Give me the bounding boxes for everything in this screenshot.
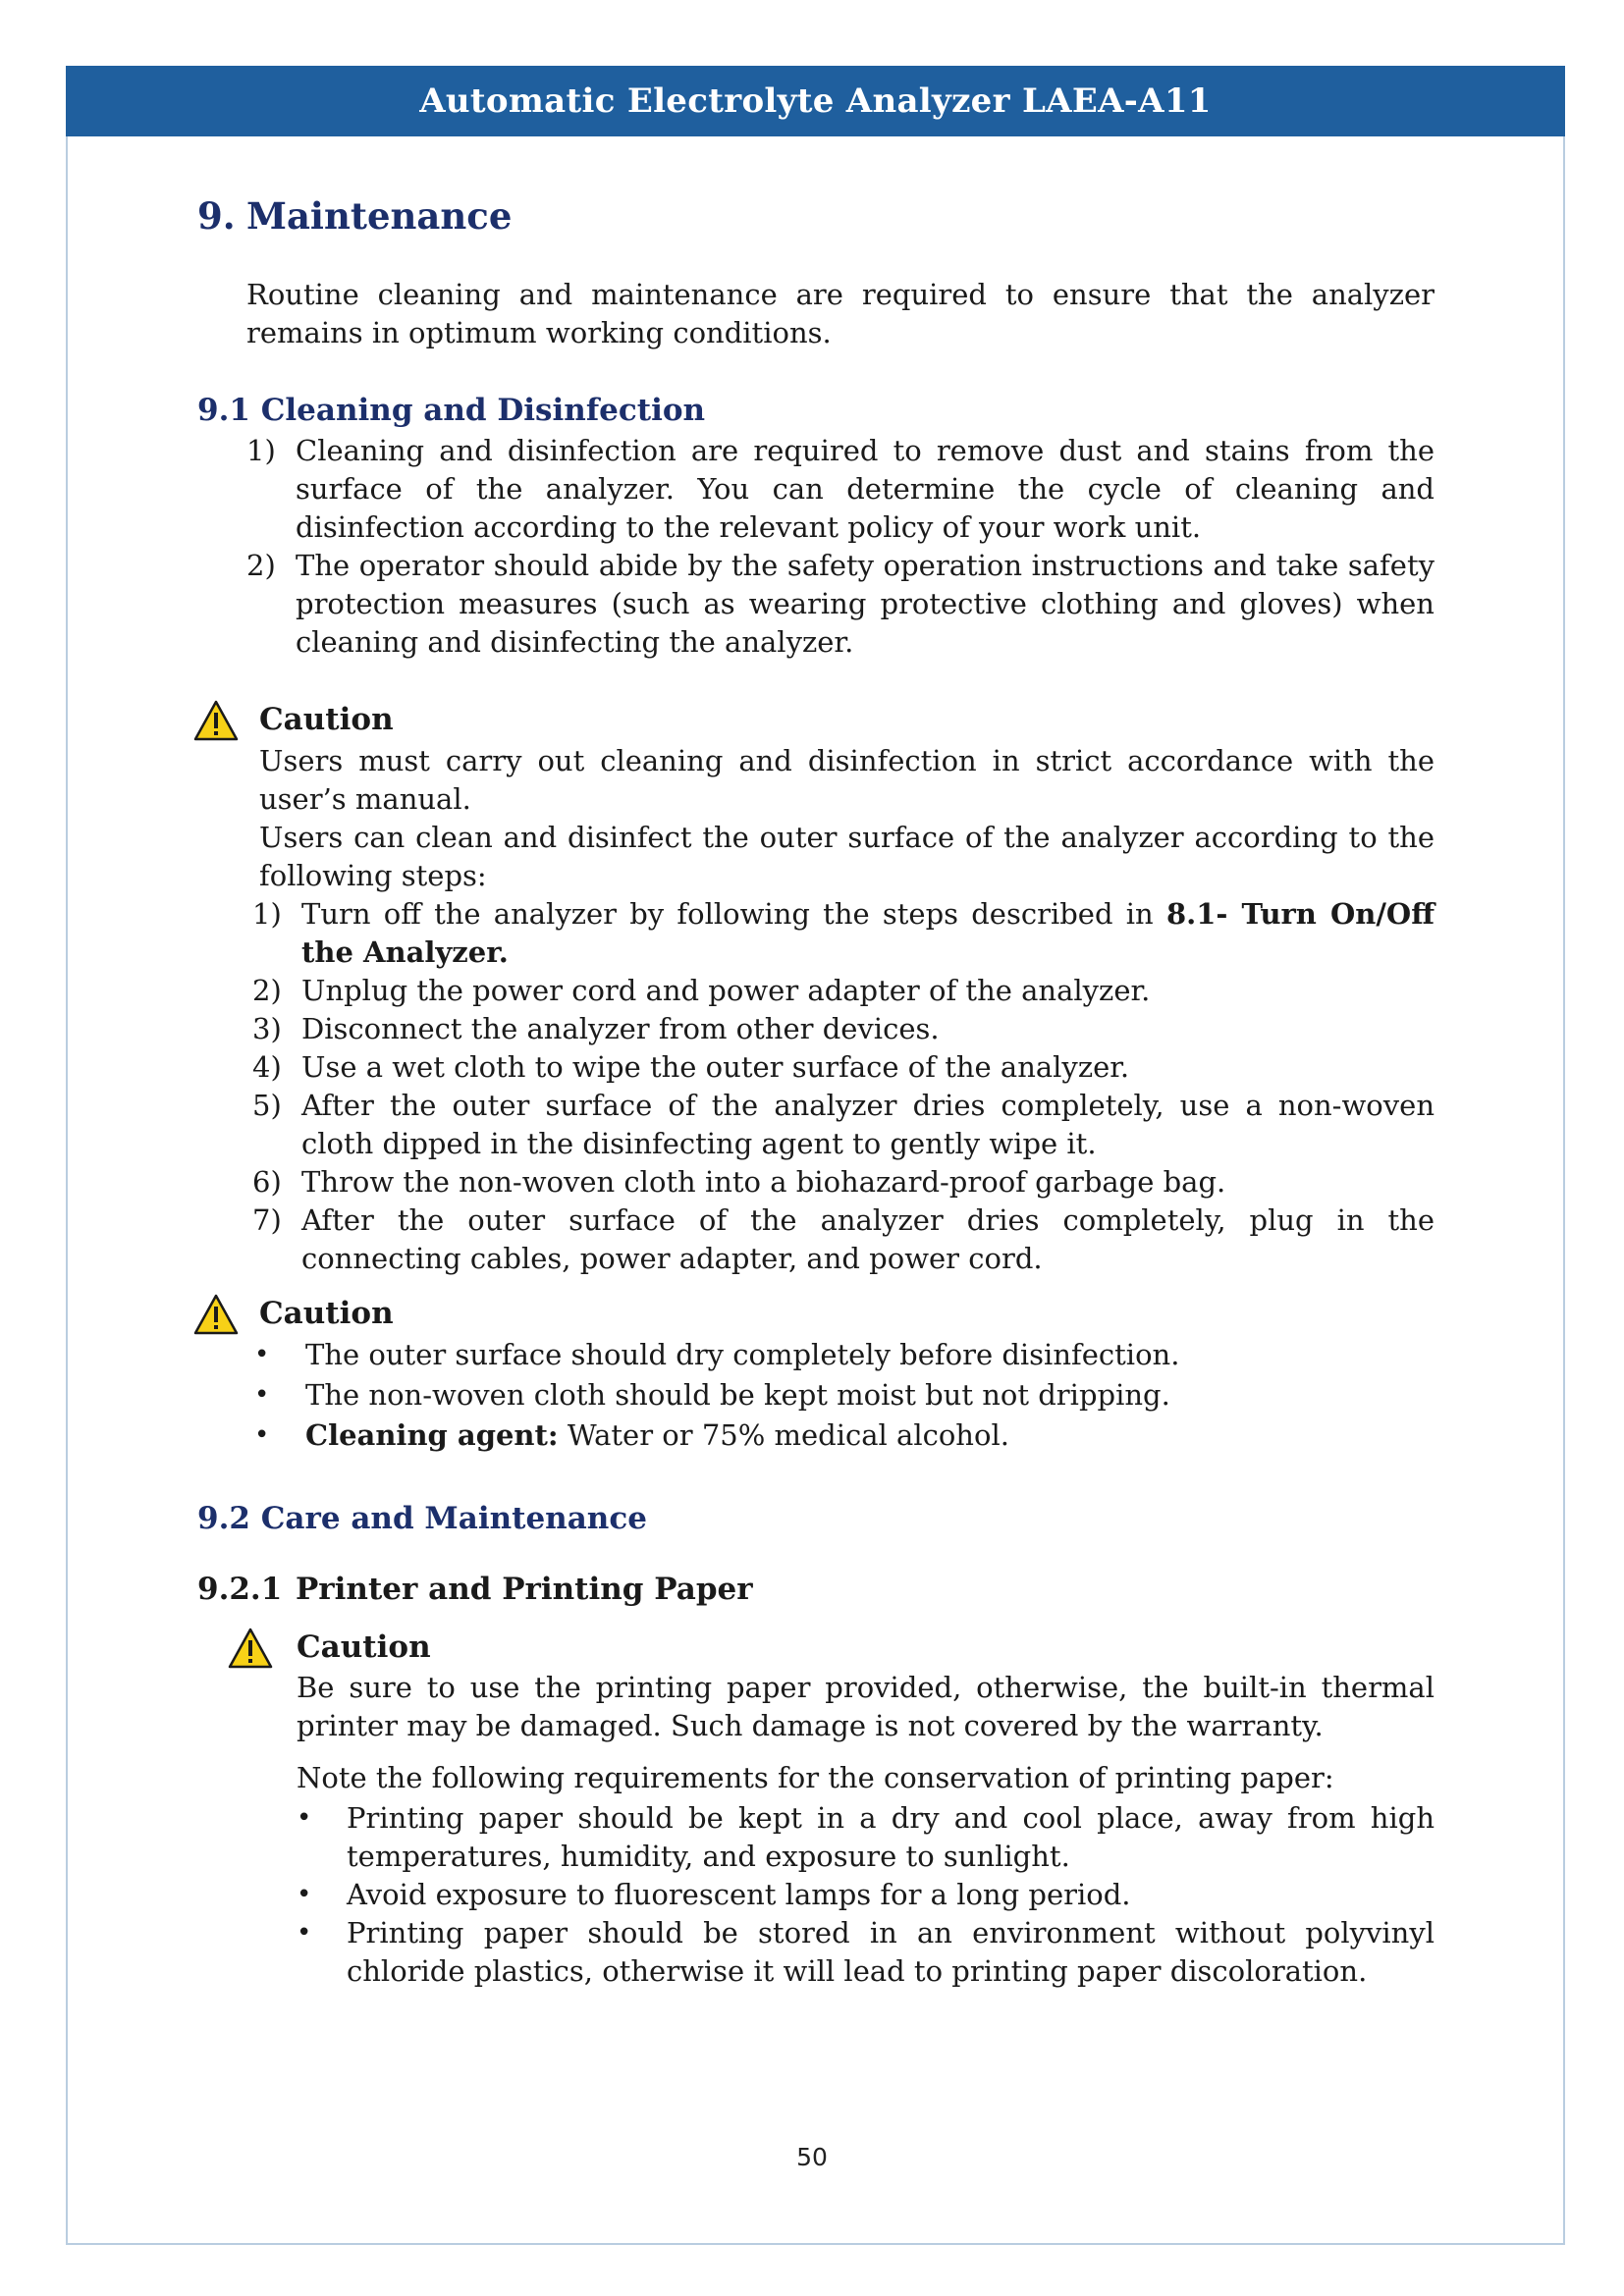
list-item bbox=[252, 1010, 1435, 1048]
list-item bbox=[246, 432, 1435, 547]
list-item-text: Disconnect the analyzer from other devices. bbox=[301, 1012, 940, 1045]
list-item bbox=[252, 1201, 1435, 1278]
intro-paragraph: Routine cleaning and maintenance are required to ensure that the analyzer remains in optimum working conditions. bbox=[246, 278, 1435, 349]
bullet-marker: • bbox=[297, 1880, 312, 1909]
list-item bbox=[246, 547, 1435, 662]
list-item bbox=[254, 1336, 1435, 1374]
bullet-marker: • bbox=[254, 1340, 270, 1369]
list-item bbox=[252, 1163, 1435, 1201]
list-item bbox=[297, 1799, 1435, 1876]
bullet-marker: • bbox=[297, 1918, 312, 1948]
page-number: 50 bbox=[796, 2143, 828, 2171]
section-title: Maintenance bbox=[246, 194, 513, 238]
caution-title: Caution bbox=[259, 702, 394, 737]
list-item-text: The non-woven cloth should be kept moist but not dripping. bbox=[305, 1378, 1170, 1412]
list-item-text: Water or 75% medical alcohol. bbox=[558, 1418, 1009, 1452]
bullet-marker: • bbox=[254, 1380, 270, 1410]
list-marker: 2) bbox=[252, 974, 282, 1007]
list-item bbox=[252, 1087, 1435, 1163]
list-marker: 6) bbox=[252, 1165, 282, 1199]
subsection-heading-care: 9.2 Care and Maintenance bbox=[197, 1501, 647, 1536]
bullet-marker: • bbox=[297, 1803, 312, 1833]
subsubsection-heading-printer bbox=[197, 1572, 753, 1607]
caution-title: Caution bbox=[297, 1629, 431, 1665]
list-item-text: Printing paper should be stored in an environment without polyvinyl chloride plastics, otherwise it will lead to printing paper discoloration. bbox=[347, 1916, 1435, 1988]
list-item-text: After the outer surface of the analyzer dries completely, use a non-woven cloth dipped in the disinfecting agent to gently wipe it. bbox=[301, 1089, 1435, 1160]
list-item-text: Printing paper should be kept in a dry and cool place, away from high temperatures, humidity, and exposure to sunlight. bbox=[347, 1801, 1435, 1873]
list-marker: 1) bbox=[252, 897, 282, 931]
list-marker: 5) bbox=[252, 1089, 282, 1122]
cleaning-steps-list bbox=[252, 895, 1435, 1278]
list-item bbox=[252, 895, 1435, 972]
list-item bbox=[252, 972, 1435, 1010]
warning-triangle-icon bbox=[228, 1628, 273, 1669]
list-item-text: Unplug the power cord and power adapter of the analyzer. bbox=[301, 974, 1151, 1007]
section-heading-maintenance bbox=[197, 194, 512, 238]
list-item-text: Cleaning and disinfection are required to remove dust and stains from the surface of the analyzer. You can determine the cycle of cleaning and disinfection according to the relevant policy of your work unit. bbox=[296, 434, 1435, 544]
list-item-text: After the outer surface of the analyzer dries completely, plug in the connecting cables, power adapter, and power cord. bbox=[301, 1203, 1435, 1275]
list-item bbox=[297, 1876, 1435, 1914]
caution-bullet-list bbox=[254, 1336, 1435, 1455]
list-item-text: The operator should abide by the safety operation instructions and take safety protection measures (such as wearing protective clothing and gloves) when cleaning and disinfecting the analyzer. bbox=[296, 549, 1435, 659]
paper-requirements-list bbox=[297, 1799, 1435, 1991]
list-marker: 3) bbox=[252, 1012, 282, 1045]
list-item-text: Use a wet cloth to wipe the outer surface of the analyzer. bbox=[301, 1050, 1130, 1084]
list-marker: 7) bbox=[252, 1203, 282, 1237]
caution-paragraph: Be sure to use the printing paper provided, otherwise, the built-in thermal printer may be damaged. Such damage is not covered by the warranty. bbox=[297, 1671, 1435, 1742]
list-item-text: Turn off the analyzer by following the steps described in bbox=[301, 897, 1166, 931]
list-marker: 1) bbox=[246, 434, 276, 467]
cleaning-agent-label: Cleaning agent: bbox=[305, 1418, 559, 1452]
caution-paragraph: Users can clean and disinfect the outer surface of the analyzer according to the following steps: bbox=[259, 821, 1435, 892]
caution-title: Caution bbox=[259, 1296, 394, 1331]
cleaning-list bbox=[246, 432, 1435, 662]
list-item-text: Avoid exposure to fluorescent lamps for a long period. bbox=[347, 1878, 1131, 1911]
list-marker: 2) bbox=[246, 549, 276, 582]
warning-triangle-icon bbox=[193, 1294, 239, 1335]
cross-reference: 8.1- Turn On/Off the Analyzer. bbox=[301, 897, 1435, 969]
bullet-marker: • bbox=[254, 1420, 270, 1450]
section-number: 9. bbox=[197, 194, 236, 238]
warning-triangle-icon bbox=[193, 700, 239, 741]
list-item bbox=[252, 1048, 1435, 1087]
subsection-number: 9.2.1 bbox=[197, 1572, 283, 1607]
list-item-text: Throw the non-woven cloth into a biohazard-proof garbage bag. bbox=[301, 1165, 1226, 1199]
subsection-heading-cleaning: 9.1 Cleaning and Disinfection bbox=[197, 393, 706, 428]
list-marker: 4) bbox=[252, 1050, 282, 1084]
list-item bbox=[254, 1416, 1435, 1455]
list-item bbox=[254, 1376, 1435, 1415]
list-item bbox=[297, 1914, 1435, 1991]
note-paragraph: Note the following requirements for the conservation of printing paper: bbox=[297, 1761, 1334, 1794]
header-title: Automatic Electrolyte Analyzer LAEA-A11 bbox=[419, 81, 1212, 121]
caution-paragraph: Users must carry out cleaning and disinfection in strict accordance with the user’s manual. bbox=[259, 744, 1435, 816]
subsection-title: Printer and Printing Paper bbox=[296, 1572, 753, 1607]
list-item-text: The outer surface should dry completely before disinfection. bbox=[305, 1338, 1180, 1371]
